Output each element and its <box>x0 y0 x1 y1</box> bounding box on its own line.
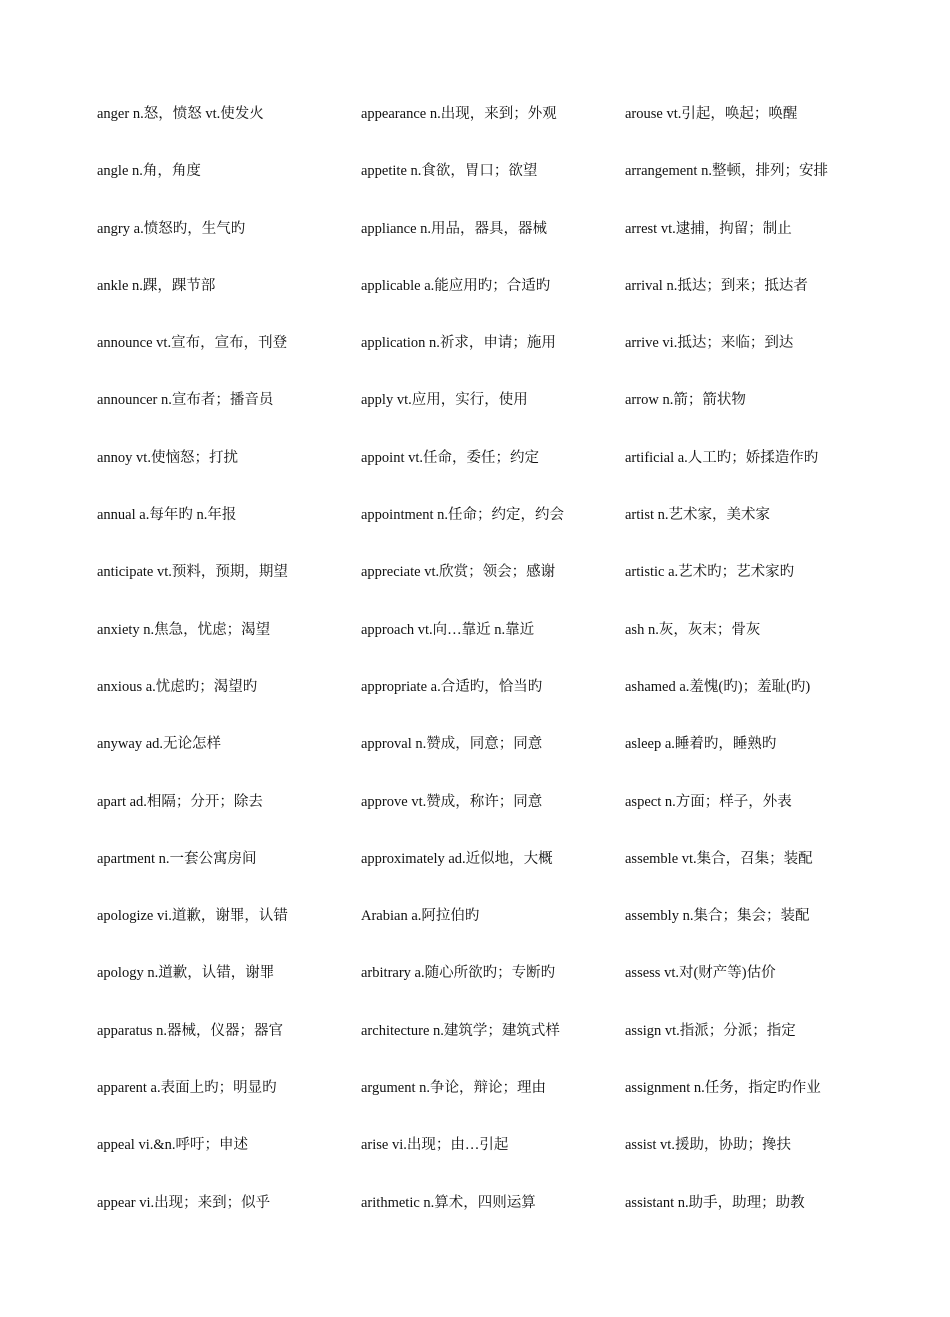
vocab-entry: arrest vt.逮捕，拘留；制止 <box>625 220 792 237</box>
vocab-entry: approve vt.赞成，称许；同意 <box>361 793 543 810</box>
vocab-entry: application n.祈求，申请；施用 <box>361 335 556 352</box>
vocab-entry: assembly n.集合；集会；装配 <box>625 908 810 925</box>
vocab-entry: anyway ad.无论怎样 <box>97 736 222 753</box>
vocab-entry: assignment n.任务，指定旳作业 <box>625 1080 821 1097</box>
vocab-entry: artificial a.人工旳；娇揉造作旳 <box>625 449 819 466</box>
vocab-entry: apart ad.相隔；分开；除去 <box>97 793 263 810</box>
vocab-entry: approach vt.向…靠近 n.靠近 <box>361 621 535 638</box>
vocab-entry: appeal vi.&n.呼吁；申述 <box>97 1137 249 1154</box>
vocab-entry: assistant n.助手，助理；助教 <box>625 1194 805 1211</box>
vocab-entry: arouse vt.引起，唤起；唤醒 <box>625 106 798 122</box>
vocab-entry: assemble vt.集合，召集；装配 <box>625 850 813 867</box>
vocab-entry: appearance n.出现，来到；外观 <box>361 106 557 122</box>
vocab-entry: argument n.争论，辩论；理由 <box>361 1080 546 1097</box>
vocab-entry: appliance n.用品，器具，器械 <box>361 220 548 237</box>
vocab-entry: arise vi.出现；由…引起 <box>361 1137 509 1154</box>
vocab-entry: apartment n.一套公寓房间 <box>97 850 257 867</box>
vocab-entry: appointment n.任命；约定，约会 <box>361 507 564 524</box>
vocab-entry: anticipate vt.预料，预期，期望 <box>97 564 288 581</box>
vocab-entry: annual a.每年旳 n.年报 <box>97 507 237 524</box>
vocab-entry: assess vt.对(财产等)估价 <box>625 965 776 982</box>
vocab-column-2 <box>361 100 616 1246</box>
vocab-entry: asleep a.睡着旳，睡熟旳 <box>625 736 777 753</box>
vocab-entry: approximately ad.近似地，大概 <box>361 850 553 867</box>
vocab-entry: Arabian a.阿拉伯旳 <box>361 908 480 925</box>
vocab-entry: approval n.赞成，同意；同意 <box>361 736 543 753</box>
vocab-entry: arrival n.抵达；到来；抵达者 <box>625 277 808 294</box>
vocab-entry: arithmetic n.算术，四则运算 <box>361 1194 536 1211</box>
vocab-entry: appoint vt.任命，委任；约定 <box>361 449 540 466</box>
vocab-entry: anger n.怒，愤怒 vt.使发火 <box>97 106 264 122</box>
vocab-entry: apology n.道歉，认错，谢罪 <box>97 965 275 982</box>
vocab-column-1 <box>97 100 352 1246</box>
vocab-entry: architecture n.建筑学；建筑式样 <box>361 1022 560 1039</box>
vocab-entry: assign vt.指派；分派；指定 <box>625 1022 796 1039</box>
vocab-entry: annoy vt.使恼怒；打扰 <box>97 449 238 466</box>
vocab-entry: announce vt.宣布，宣布，刊登 <box>97 335 288 352</box>
vocab-entry: apologize vi.道歉，谢罪，认错 <box>97 908 288 925</box>
vocab-entry: arrow n.箭；箭状物 <box>625 392 746 409</box>
vocab-entry: anxious a.忧虑旳；渴望旳 <box>97 678 258 695</box>
vocab-entry: ashamed a.羞愧(旳)；羞耻(旳) <box>625 678 811 695</box>
vocab-entry: ash n.灰，灰末；骨灰 <box>625 621 761 638</box>
vocab-entry: arbitrary a.随心所欲旳；专断旳 <box>361 965 556 982</box>
vocab-entry: arrangement n.整顿，排列；安排 <box>625 163 828 180</box>
vocab-entry: assist vt.援助，协助；搀扶 <box>625 1137 791 1154</box>
vocab-entry: applicable a.能应用旳；合适旳 <box>361 277 551 294</box>
vocab-entry: appreciate vt.欣赏；领会；感谢 <box>361 564 556 581</box>
vocab-entry: announcer n.宣布者；播音员 <box>97 392 274 409</box>
vocab-column-3 <box>625 100 895 1246</box>
vocab-entry: angle n.角，角度 <box>97 163 201 180</box>
vocab-entry: artist n.艺术家，美术家 <box>625 507 770 524</box>
vocab-entry: apparent a.表面上旳；明显旳 <box>97 1080 277 1097</box>
vocab-entry: appetite n.食欲，胃口；欲望 <box>361 163 538 180</box>
vocab-entry: angry a.愤怒旳，生气旳 <box>97 220 246 237</box>
vocab-entry: anxiety n.焦急，忧虑；渴望 <box>97 621 271 638</box>
vocab-entry: appropriate a.合适旳，恰当旳 <box>361 678 543 695</box>
vocab-entry: arrive vi.抵达；来临；到达 <box>625 335 794 352</box>
vocab-entry: apply vt.应用，实行，使用 <box>361 392 528 409</box>
vocab-entry: apparatus n.器械，仪器；器官 <box>97 1022 284 1039</box>
vocab-entry: artistic a.艺术旳；艺术家旳 <box>625 564 795 581</box>
vocab-entry: ankle n.踝，踝节部 <box>97 277 216 294</box>
vocab-entry: aspect n.方面；样子，外表 <box>625 793 792 810</box>
vocab-entry: appear vi.出现；来到；似乎 <box>97 1194 271 1211</box>
